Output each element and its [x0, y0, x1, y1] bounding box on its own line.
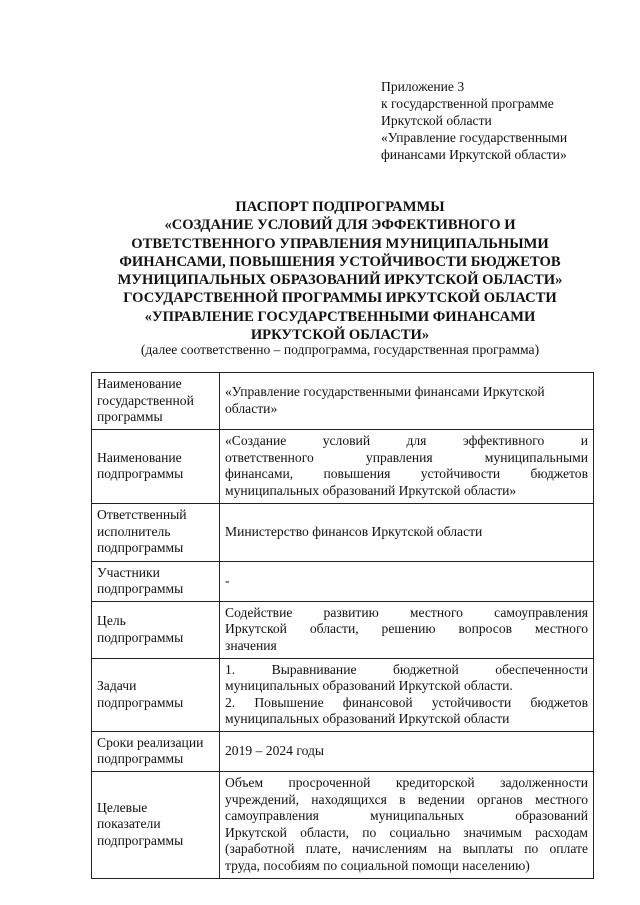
title-line: «СОЗДАНИЕ УСЛОВИЙ ДЛЯ ЭФФЕКТИВНОГО И — [164, 217, 516, 234]
row-value — [220, 658, 594, 731]
value-line: труда, пособиям по социальной помощи населению) — [225, 857, 530, 873]
label-line: подпрограммы — [97, 832, 184, 848]
value-line: 2019 – 2024 годы — [225, 742, 325, 758]
label-line: подпрограммы — [97, 581, 184, 596]
appendix-line: к государственной программе — [381, 96, 554, 111]
label-line: Задачи — [97, 678, 137, 693]
value-line: Министерство финансов Иркутской области — [225, 523, 483, 539]
value-line: финансами, повышения устойчивости бюджетов — [225, 466, 588, 481]
value-line: муниципальных образований Иркутской области. — [225, 678, 513, 693]
row-value — [220, 429, 594, 503]
appendix-line: Приложение 3 — [381, 79, 465, 94]
label-line: Сроки реализации — [97, 734, 204, 750]
label-line: Наименование — [97, 449, 182, 465]
value-line: области» — [225, 400, 278, 416]
row-value — [220, 503, 594, 561]
row-label — [92, 658, 220, 731]
row-value — [220, 771, 594, 878]
table-row — [92, 561, 594, 601]
table-row — [92, 601, 594, 658]
appendix-note — [381, 78, 631, 163]
value-line: самоуправления муниципальных образований — [225, 808, 588, 823]
row-label — [92, 731, 220, 771]
table-row — [92, 731, 594, 771]
row-label — [92, 373, 220, 430]
label-line: подпрограммы — [97, 694, 184, 710]
title-line: ГОСУДАРСТВЕННОЙ ПРОГРАММЫ ИРКУТСКОЙ ОБЛАСТИ — [123, 290, 557, 307]
passport-table — [91, 372, 594, 879]
row-value — [220, 601, 594, 658]
value-line: «Создание условий для эффективного и — [225, 433, 588, 448]
row-label — [92, 429, 220, 503]
table-row — [92, 429, 594, 503]
title-line: ФИНАНСАМИ, ПОВЫШЕНИЯ УСТОЙЧИВОСТИ БЮДЖЕТОВ — [119, 253, 561, 270]
value-line: Иркутской области, по социально значимым расходам — [225, 824, 588, 840]
row-value — [220, 731, 594, 771]
label-line: исполнитель — [97, 523, 171, 539]
document-title — [80, 198, 600, 344]
value-line: 1. Выравнивание бюджетной обеспеченности — [225, 661, 588, 677]
title-line: ПАСПОРТ ПОДПРОГРАММЫ — [235, 199, 445, 215]
value-line: Содействие развитию местного самоуправления — [225, 604, 588, 620]
document-subtitle: (далее соответственно – подпрограмма, государственная программа) — [140, 342, 540, 357]
value-line: (заработной плате, начислениям на выплаты по оплате — [225, 841, 588, 856]
table-row — [92, 373, 594, 430]
label-line: Наименование — [97, 376, 182, 391]
label-line: показатели — [97, 816, 161, 832]
label-line: Ответственный — [97, 507, 187, 523]
label-line: программы — [97, 409, 163, 424]
value-line: Иркутской области, решению вопросов местного — [225, 621, 588, 637]
row-label — [92, 561, 220, 601]
value-line: Объем просроченной кредиторской задолженности — [225, 775, 588, 790]
row-label — [92, 601, 220, 658]
label-line: подпрограммы — [97, 466, 184, 481]
value-line: 2. Повышение финансовой устойчивости бюджетов — [225, 694, 588, 710]
value-line: муниципальных образований Иркутской области» — [225, 482, 517, 498]
value-line: учреждений, находящихся в ведении органов местного — [225, 791, 588, 807]
title-line: МУНИЦИПАЛЬНЫХ ОБРАЗОВАНИЙ ИРКУТСКОЙ ОБЛАСТИ» — [117, 272, 563, 289]
value-line: ответственного управления муниципальными — [225, 449, 588, 465]
label-line: подпрограммы — [97, 629, 184, 645]
table-row — [92, 658, 594, 731]
row-value — [220, 561, 594, 601]
title-line: ИРКУТСКОЙ ОБЛАСТИ» — [250, 327, 430, 344]
value-line: «Управление государственными финансами Иркутской — [225, 384, 545, 400]
row-value — [220, 373, 594, 430]
title-line: ОТВЕТСТВЕННОГО УПРАВЛЕНИЯ МУНИЦИПАЛЬНЫМИ — [131, 235, 549, 252]
table-row — [92, 503, 594, 561]
label-line: государственной — [97, 392, 194, 408]
appendix-line: «Управление государственными — [381, 130, 568, 145]
value-line: значения — [225, 637, 277, 653]
label-line: Целевые — [97, 799, 148, 815]
appendix-line: Иркутской области — [381, 113, 492, 128]
row-label — [92, 771, 220, 878]
label-line: Участники — [97, 564, 160, 580]
label-line: подпрограммы — [97, 751, 184, 766]
label-line: подпрограммы — [97, 540, 184, 556]
appendix-line: финансами Иркутской области» — [381, 147, 567, 162]
table-row — [92, 771, 594, 878]
value-line: - — [225, 572, 230, 588]
title-line: «УПРАВЛЕНИЕ ГОСУДАРСТВЕННЫМИ ФИНАНСАМИ — [144, 308, 536, 325]
value-line: муниципальных образований Иркутской области — [225, 711, 510, 726]
row-label — [92, 503, 220, 561]
label-line: Цель — [97, 613, 126, 628]
